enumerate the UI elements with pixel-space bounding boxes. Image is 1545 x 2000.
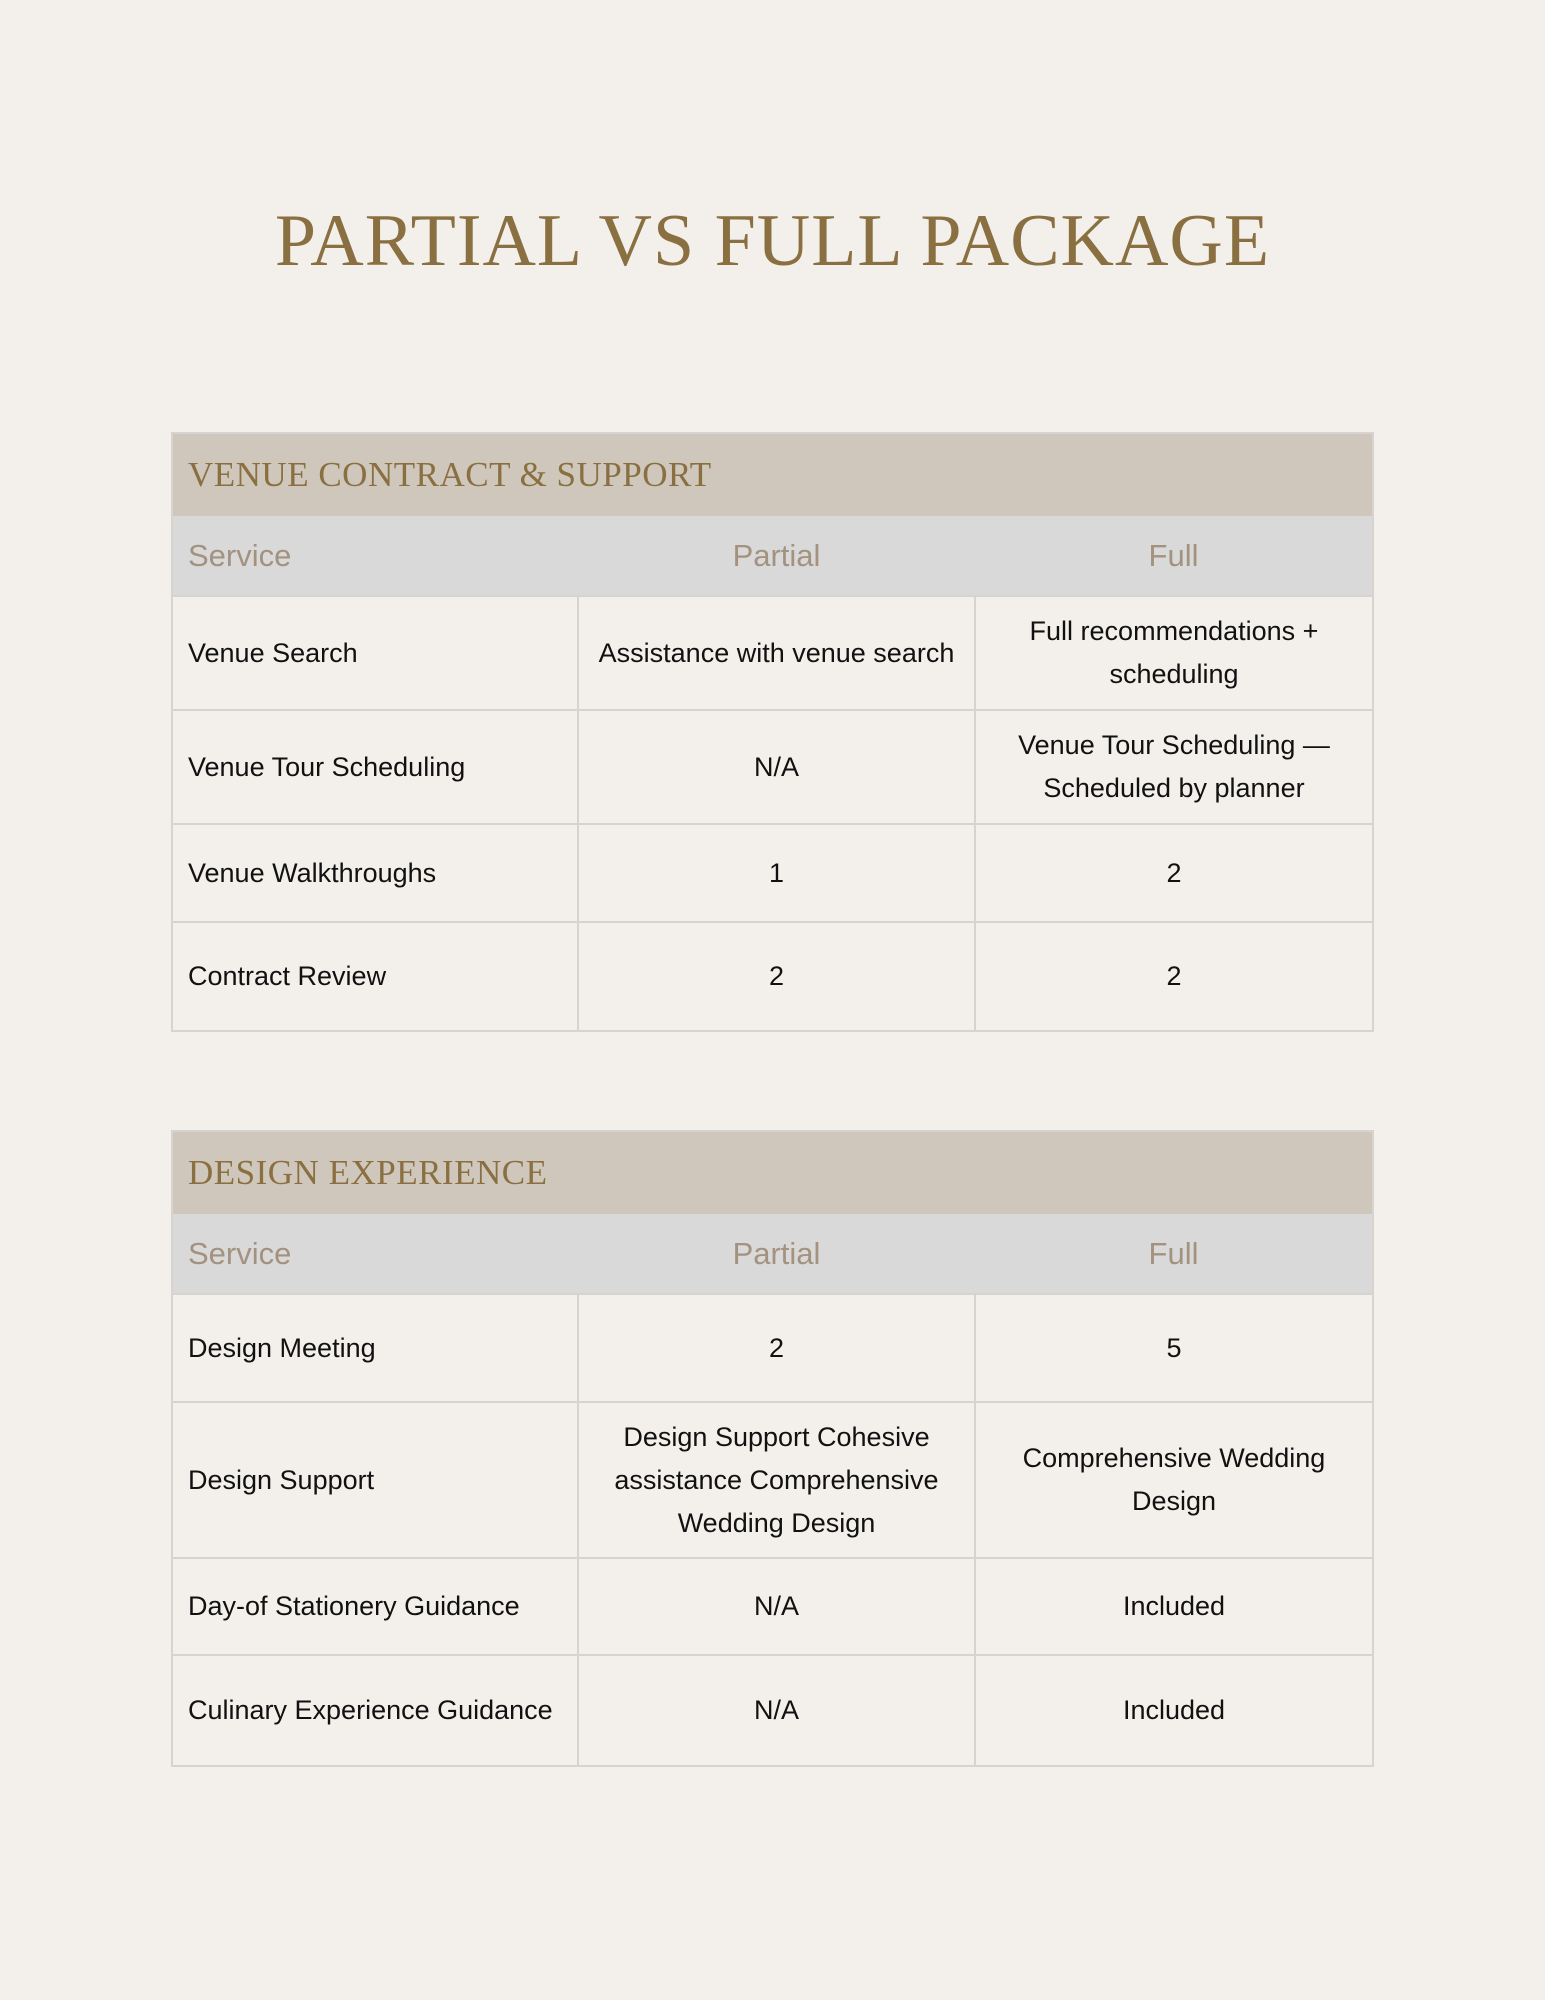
table-row bbox=[173, 1655, 1372, 1765]
service-cell: Design Support bbox=[173, 1402, 578, 1558]
column-header-row bbox=[173, 1214, 1372, 1294]
comparison-table bbox=[173, 1214, 1372, 1765]
service-cell: Contract Review bbox=[173, 922, 578, 1030]
design-experience-section bbox=[171, 1130, 1374, 1767]
page-title: PARTIAL VS FULL PACKAGE bbox=[274, 200, 1271, 282]
comparison-table bbox=[173, 516, 1372, 1030]
venue-contract-section bbox=[171, 432, 1374, 1032]
full-cell: 2 bbox=[975, 922, 1372, 1030]
full-cell: Included bbox=[975, 1655, 1372, 1765]
partial-cell: Assistance with venue search bbox=[578, 596, 975, 710]
table-row bbox=[173, 596, 1372, 710]
table-row bbox=[173, 922, 1372, 1030]
full-cell: Comprehensive Wedding Design bbox=[975, 1402, 1372, 1558]
column-header-partial: Partial bbox=[732, 1235, 821, 1271]
partial-cell: 2 bbox=[578, 922, 975, 1030]
partial-cell: Design Support Cohesive assistance Comprehensive Wedding Design bbox=[578, 1402, 975, 1558]
full-cell: Included bbox=[975, 1558, 1372, 1655]
section-title: VENUE CONTRACT & SUPPORT bbox=[173, 434, 1372, 516]
column-header-row bbox=[173, 516, 1372, 596]
partial-cell: 2 bbox=[578, 1294, 975, 1402]
full-cell: Full recommendations + scheduling bbox=[975, 596, 1372, 710]
service-cell: Venue Search bbox=[173, 596, 578, 710]
column-header-full: Full bbox=[1148, 1235, 1199, 1271]
table-row bbox=[173, 1558, 1372, 1655]
partial-cell: N/A bbox=[578, 710, 975, 824]
section-title: DESIGN EXPERIENCE bbox=[173, 1132, 1372, 1214]
full-cell: 2 bbox=[975, 824, 1372, 922]
full-cell: 5 bbox=[975, 1294, 1372, 1402]
service-cell: Design Meeting bbox=[173, 1294, 578, 1402]
service-cell: Venue Walkthroughs bbox=[173, 824, 578, 922]
table-row bbox=[173, 710, 1372, 824]
partial-cell: N/A bbox=[578, 1655, 975, 1765]
partial-cell: 1 bbox=[578, 824, 975, 922]
column-header-full: Full bbox=[1148, 537, 1199, 573]
full-cell: Venue Tour Scheduling — Scheduled by planner bbox=[975, 710, 1372, 824]
table-row bbox=[173, 1402, 1372, 1558]
service-cell: Venue Tour Scheduling bbox=[173, 710, 578, 824]
service-cell: Culinary Experience Guidance bbox=[173, 1655, 578, 1765]
column-header-partial: Partial bbox=[732, 537, 821, 573]
column-header-service: Service bbox=[188, 537, 292, 573]
partial-cell: N/A bbox=[578, 1558, 975, 1655]
table-row bbox=[173, 824, 1372, 922]
table-row bbox=[173, 1294, 1372, 1402]
service-cell: Day-of Stationery Guidance bbox=[173, 1558, 578, 1655]
column-header-service: Service bbox=[188, 1235, 292, 1271]
